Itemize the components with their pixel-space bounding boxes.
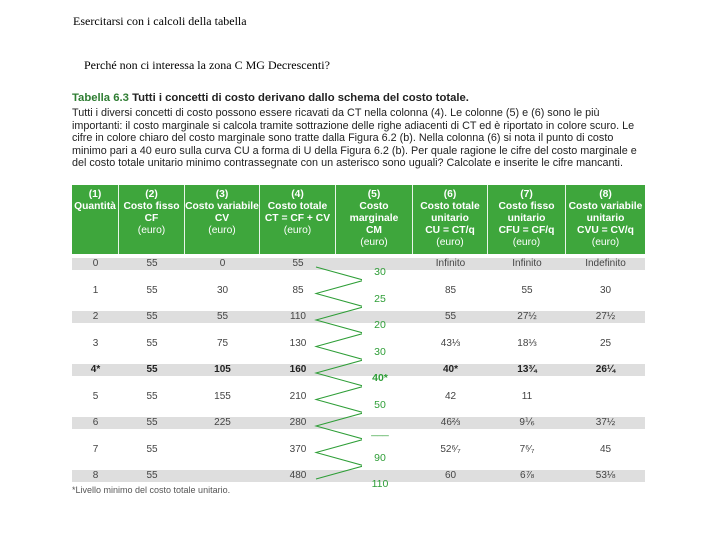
cell-cf: 55 [146, 311, 158, 322]
table-header [72, 185, 645, 254]
cell-cfu: 11 [521, 390, 533, 402]
column-formula: CFU = CF/q [498, 225, 555, 236]
cell-q: 4* [90, 364, 101, 375]
cell-cvu: 26¼ [595, 364, 616, 375]
cell-cv: 30 [216, 284, 229, 296]
column-unit: (euro) [360, 237, 388, 248]
cell-cfu: Infinito [512, 258, 542, 269]
cell-ct: 130 [289, 337, 307, 349]
cell-ct: 85 [292, 284, 304, 296]
cell-cf: 55 [146, 470, 158, 481]
marginal-cost-value: 30 [374, 345, 386, 358]
cell-cfu: 7⁶⁄₇ [519, 443, 535, 455]
cell-ct: 55 [292, 258, 304, 269]
marginal-cost-value: 40* [372, 372, 388, 384]
column-unit: (euro) [591, 237, 620, 248]
cell-q: 8 [92, 470, 99, 481]
column-unit: (euro) [436, 237, 464, 248]
column-header [566, 185, 645, 254]
column-header [72, 185, 119, 254]
column-number: (4) [291, 189, 304, 200]
cell-q: 1 [92, 284, 99, 296]
cell-cu: 40* [442, 364, 458, 375]
table-caption [72, 92, 642, 170]
cell-cv: 105 [214, 364, 231, 375]
cell-cvu: 25 [599, 337, 612, 349]
column-number: (6) [443, 189, 457, 200]
slide-title: Esercitarsi con i calcoli della tabella [73, 14, 247, 28]
column-name: Quantità [74, 201, 116, 212]
column-formula: CV [214, 213, 230, 224]
cell-cv: 225 [214, 417, 231, 428]
cell-ct: 210 [289, 390, 307, 402]
cell-cfu: 6⅞ [520, 470, 534, 481]
column-formula: CU = CT/q [425, 225, 475, 236]
zigzag-line [316, 267, 362, 479]
column-name: Costo marginale [349, 201, 399, 224]
column-header [260, 185, 336, 254]
column-name: Costo totale unitario [420, 201, 480, 224]
marginal-cost-value: 30 [374, 266, 386, 278]
column-header [119, 185, 185, 254]
column-name: Costo fisso [123, 201, 180, 212]
column-name: Costo variabile [185, 201, 259, 212]
cell-cf: 55 [146, 364, 158, 375]
marginal-cost-value: 50 [374, 398, 386, 411]
column-number: (5) [367, 189, 381, 200]
cell-ct: 110 [290, 311, 306, 322]
cell-ct: 480 [289, 470, 307, 481]
cell-ct: 280 [289, 417, 307, 428]
column-number: (2) [145, 189, 158, 200]
cell-cvu: 27½ [595, 311, 616, 322]
column-unit: (euro) [208, 225, 236, 236]
column-number: (3) [215, 189, 229, 200]
cell-cu: 43⅓ [440, 337, 461, 349]
cell-cvu: 30 [599, 284, 612, 296]
cell-cfu: 18⅓ [517, 337, 537, 349]
slide-question: Perché non ci interessa la zona C MG Decrescenti? [84, 58, 330, 72]
column-formula: CT = CF + CV [264, 213, 331, 224]
caption-name: Tutti i concetti di costo derivano dallo schema del costo totale. [132, 92, 469, 104]
cell-cu: 85 [444, 284, 457, 296]
column-formula: CVU = CV/q [577, 225, 634, 236]
cell-cu: 42 [444, 390, 457, 402]
cell-cu: Infinito [435, 258, 466, 269]
marginal-cost-value: ___ [371, 425, 389, 437]
column-name: Costo fisso unitario [498, 201, 555, 224]
marginal-cost-value: 20 [374, 319, 386, 331]
column-name: Costo variabile unitario [568, 201, 643, 224]
column-unit: (euro) [283, 225, 312, 236]
cell-ct: 160 [289, 364, 307, 375]
cell-ct: 370 [289, 443, 307, 455]
column-unit: (euro) [137, 225, 166, 236]
column-number: (1) [88, 189, 102, 200]
marginal-cost-value: 90 [374, 451, 386, 464]
cell-q: 6 [92, 417, 99, 428]
cell-cvu: 37½ [595, 417, 616, 428]
cell-cv: 0 [219, 258, 226, 269]
column-formula: CM [365, 225, 382, 236]
column-header [185, 185, 260, 254]
marginal-zigzag [312, 265, 362, 481]
cell-cvu: 53⅛ [595, 470, 616, 481]
column-unit: (euro) [512, 237, 541, 248]
column-formula: CF [144, 213, 159, 224]
cell-q: 5 [92, 390, 99, 402]
column-number: (8) [599, 189, 612, 200]
cell-cf: 55 [146, 284, 158, 296]
marginal-cost-value: 110 [371, 478, 389, 490]
cell-cf: 55 [146, 337, 158, 349]
caption-label: Tabella 6.3 [72, 92, 129, 104]
column-header [336, 185, 413, 254]
column-number: (7) [520, 189, 533, 200]
cell-cvu: 45 [599, 443, 612, 455]
cell-cf: 55 [146, 258, 158, 269]
cell-cu: 55 [444, 311, 457, 322]
cell-q: 0 [92, 258, 99, 269]
cell-cu: 60 [444, 470, 457, 481]
cell-cv: 75 [216, 337, 229, 349]
cell-cfu: 9⅙ [519, 417, 535, 428]
cell-q: 2 [92, 311, 99, 322]
column-header [413, 185, 488, 254]
cell-q: 7 [92, 443, 99, 455]
cell-cfu: 55 [521, 284, 533, 296]
column-header [488, 185, 566, 254]
cell-cvu: Indefinito [585, 258, 626, 269]
cell-cv: 155 [214, 390, 231, 402]
cell-q: 3 [92, 337, 99, 349]
cell-cfu: 27½ [517, 311, 537, 322]
cell-cu: 46⅔ [440, 417, 461, 428]
cell-cu: 52⁶⁄₇ [440, 443, 461, 455]
cell-cf: 55 [146, 417, 158, 428]
cell-cfu: 13¾ [517, 364, 537, 375]
marginal-cost-value: 25 [374, 292, 386, 305]
column-name: Costo totale [267, 201, 328, 212]
cell-cf: 55 [146, 443, 158, 455]
footnote: *Livello minimo del costo totale unitario. [72, 485, 231, 495]
cell-cv: 55 [216, 311, 229, 322]
cell-cf: 55 [146, 390, 158, 402]
caption-body: Tutti i diversi concetti di costo possono essere ricavati da CT nella colonna (4). Le colonne (5) e (6) sono le più importanti: il costo marginale si calcola tramite sottrazione delle righe adiacenti di CT ed è riportato in colore scuro. Le cifre in colore chiaro del costo marginale sono tratte dalla Figura 6.2 (b). Nella colonna (6) si nota il punto di costo minimo pari a 40 euro sulla curva CU a forma di U della Figura 6.2 (b). Per quale ragione le cifre del costo marginale e del costo totale unitario minimo contrassegnate con un asterisco sono uguali? Calcolate e inserite le cifre mancanti. [72, 107, 637, 170]
